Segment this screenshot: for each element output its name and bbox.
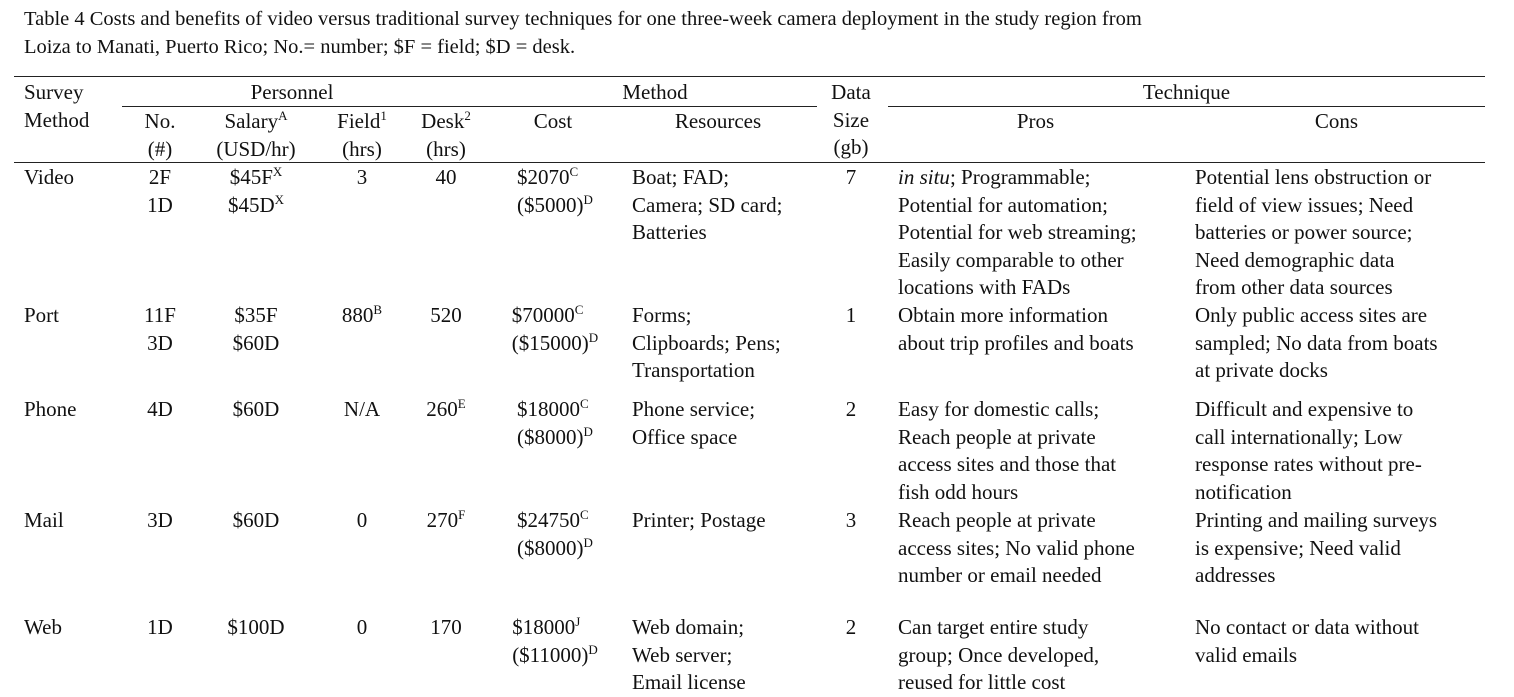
caption-line-1: Table 4 Costs and benefits of video versus traditional survey techniques for one three-week camera deployment in the study region from (24, 8, 1142, 30)
header-data-size: Data Size (gb) (831, 80, 871, 159)
cell-survey-method: Port (24, 303, 60, 327)
cell-pros: in situ; Programmable; Potential for automation; Potential for web streaming; Easily comparable to other locations with FADs (898, 165, 1137, 299)
cell-pros: Can target entire study group; Once developed, reused for little cost (898, 615, 1100, 694)
cell-salary: $100D (227, 615, 285, 639)
cell-cons: Potential lens obstruction or field of view issues; Need batteries or power source; Need demographic data from other data sources (1195, 165, 1432, 299)
cell-no: 1D (147, 615, 173, 639)
cell-data-size: 1 (845, 303, 857, 327)
header-salary: Salary$^A$ (USD/hr) (216, 108, 296, 161)
cell-salary: $60D (232, 397, 280, 421)
cell-salary: $\$45F^X$ $\$45D^X$ (227, 164, 285, 217)
cell-cons: Difficult and expensive to call internationally; Low response rates without pre- notification (1195, 397, 1422, 504)
cell-survey-method: Video (24, 165, 75, 189)
cell-field: $880^B$ (341, 302, 383, 327)
cell-data-size: 2 (845, 397, 857, 421)
cell-cons: Only public access sites are sampled; No data from boats at private docks (1195, 303, 1438, 382)
header-pros: Pros (1016, 109, 1055, 133)
cell-no: 2F 1D (147, 165, 173, 217)
cell-salary: $35F $60D (232, 303, 280, 355)
cell-no: 3D (147, 508, 173, 532)
header-technique: Technique (1142, 80, 1231, 104)
cell-field: N/A (343, 397, 381, 421)
header-method: Method (622, 80, 688, 104)
cell-pros: Reach people at private access sites; No valid phone number or email needed (898, 508, 1135, 587)
table-caption (24, 5, 1484, 61)
header-field: Field$^1$ (hrs) (337, 108, 387, 161)
cell-cost: $\$70000^C$ ($15000)$^D$ (511, 302, 599, 355)
cell-survey-method: Mail (24, 508, 64, 532)
cell-desk: $270^F$ (426, 507, 466, 532)
caption-line-2: Loiza to Manati, Puerto Rico; No.= number; $F = field; $D = desk. (24, 36, 576, 58)
cell-field: 3 (356, 165, 368, 189)
cell-data-size: 3 (845, 508, 857, 532)
cell-cost: $\$2070^C$ ($5000)$^D$ (517, 164, 593, 217)
header-personnel: Personnel (250, 80, 334, 104)
top-rule (14, 76, 1485, 77)
cell-salary: $60D (232, 508, 280, 532)
cell-resources: Printer; Postage (632, 508, 766, 532)
cell-cost: $\$18000^J$ ($11000)$^D$ (512, 614, 598, 667)
cell-cost: $\$18000^C$ ($8000)$^D$ (517, 396, 593, 449)
header-cons: Cons (1314, 109, 1359, 133)
cell-cost: $\$24750^C$ ($8000)$^D$ (517, 507, 593, 560)
cell-field: 0 (356, 508, 368, 532)
header-resources: Resources (674, 109, 762, 133)
cell-survey-method: Web (24, 615, 62, 639)
cell-pros: Easy for domestic calls; Reach people at private access sites and those that fish odd hours (898, 397, 1117, 504)
cell-survey-method: Phone (24, 397, 77, 421)
header-desk: Desk$^2$ (hrs) (421, 108, 471, 161)
cell-cons: Printing and mailing surveys is expensive; Need valid addresses (1195, 508, 1438, 587)
cell-field: 0 (356, 615, 368, 639)
cell-no: 4D (147, 397, 173, 421)
cell-resources: Phone service; Office space (632, 397, 756, 449)
cell-desk: $260^E$ (426, 396, 466, 421)
cell-desk: 520 (430, 303, 462, 327)
header-no: No. (#) (144, 109, 176, 161)
cell-no: 11F 3D (144, 303, 176, 355)
cell-resources: Boat; FAD; Camera; SD card; Batteries (632, 165, 783, 244)
cell-cons: No contact or data without valid emails (1195, 615, 1419, 667)
cell-data-size: 7 (845, 165, 857, 189)
cell-desk: 40 (435, 165, 457, 189)
cell-data-size: 2 (845, 615, 857, 639)
header-survey-method: Survey Method (24, 80, 90, 132)
cell-desk: 170 (430, 615, 462, 639)
cell-resources: Forms; Clipboards; Pens; Transportation (632, 303, 781, 382)
cell-pros: Obtain more information about trip profiles and boats (898, 303, 1134, 355)
header-cost: Cost (533, 109, 573, 133)
cell-resources: Web domain; Web server; Email license (632, 615, 746, 694)
